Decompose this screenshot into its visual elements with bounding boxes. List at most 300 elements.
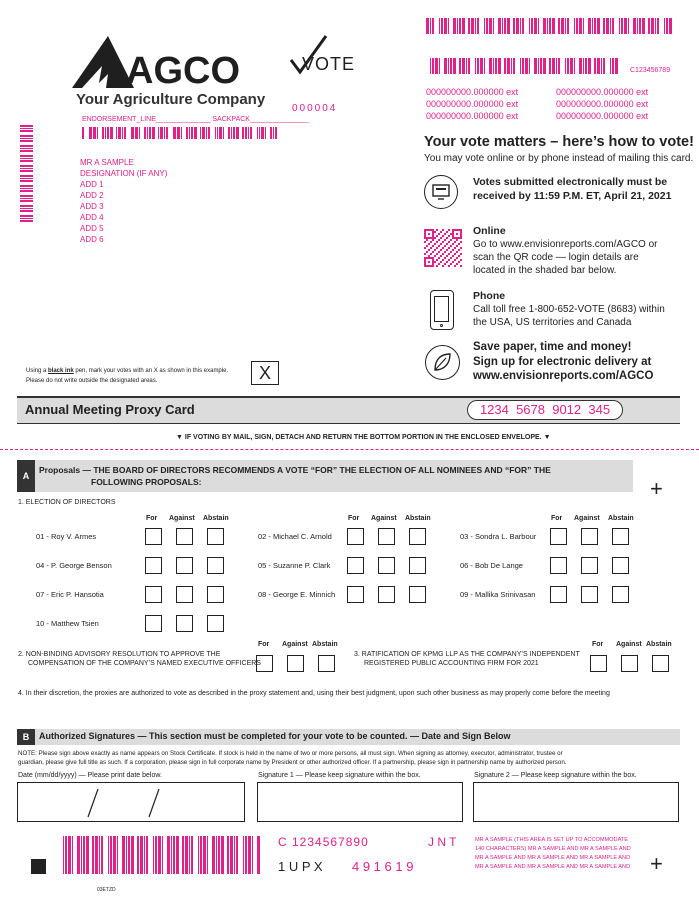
barcode-bar xyxy=(480,18,483,34)
top-barcode-2 xyxy=(426,58,622,74)
barcode-bar xyxy=(113,836,116,874)
barcode-bar xyxy=(594,58,596,74)
barcode-bar xyxy=(525,18,528,34)
proposal-3-against-checkbox[interactable] xyxy=(621,655,638,672)
barcode-bar xyxy=(570,18,573,34)
barcode-bar xyxy=(441,18,443,34)
barcode-bar xyxy=(147,127,148,139)
barcode-bar xyxy=(660,18,663,34)
barcode-bar xyxy=(561,18,564,34)
barcode-bar xyxy=(217,127,219,139)
address-block xyxy=(80,157,167,245)
ext-line: 000000000.000000 ext xyxy=(556,99,649,109)
barcode-bar xyxy=(240,127,241,139)
barcode-bar xyxy=(486,18,488,34)
barcode-bar xyxy=(601,18,602,34)
barcode-bar xyxy=(254,836,256,874)
barcode-bar xyxy=(525,58,528,74)
barcode-bar xyxy=(82,127,84,139)
footer-control: C 1234567890 xyxy=(278,835,369,849)
barcode-bar xyxy=(453,58,456,74)
barcode-bar xyxy=(267,127,269,139)
agco-logo xyxy=(72,36,277,108)
section-a-title: Proposals — THE BOARD OF DIRECTORS RECOMMENDS A VOTE “FOR” THE ELECTION OF ALL NOMINEES AND “FOR” THE FOLLOWING PROPOSALS: xyxy=(39,465,551,487)
barcode-bar xyxy=(97,127,98,139)
barcode-bar xyxy=(155,836,157,874)
barcode-bar xyxy=(628,18,629,34)
barcode-bar xyxy=(619,18,620,34)
barcode-bar xyxy=(444,18,447,34)
barcode-bar xyxy=(114,127,115,139)
barcode-bar xyxy=(20,168,33,169)
vote-against-checkbox[interactable] xyxy=(581,557,598,574)
barcode-bar xyxy=(444,58,447,74)
barcode-bar xyxy=(633,18,636,34)
vote-against-checkbox[interactable] xyxy=(378,557,395,574)
vote-abstain-checkbox[interactable] xyxy=(612,557,629,574)
vote-abstain-checkbox[interactable] xyxy=(207,557,224,574)
barcode-bar xyxy=(534,58,537,74)
barcode-bar xyxy=(432,18,434,34)
ext-line: 000000000.000000 ext xyxy=(426,99,519,109)
barcode-bar xyxy=(20,200,33,202)
barcode-bar xyxy=(529,18,530,34)
vote-abstain-checkbox[interactable] xyxy=(612,528,629,545)
barcode-bar xyxy=(202,127,205,139)
barcode-bar xyxy=(146,836,148,874)
barcode-bar xyxy=(93,127,96,139)
barcode-bar xyxy=(547,18,548,34)
date-label: Date (mm/dd/yyyy) — Please print date below. xyxy=(18,772,162,779)
address-barcode xyxy=(82,127,278,139)
example-mark-box: X xyxy=(251,361,279,385)
barcode-bar xyxy=(20,185,33,187)
barcode-bar xyxy=(507,58,510,74)
barcode-bar xyxy=(426,58,429,74)
barcode-bar xyxy=(127,127,130,139)
barcode-bar xyxy=(90,836,91,874)
barcode-bar xyxy=(140,836,143,874)
proposal-2-abstain-checkbox[interactable] xyxy=(318,655,335,672)
barcode-bar xyxy=(245,127,248,139)
signature-2-box[interactable] xyxy=(473,782,679,822)
barcode-bar xyxy=(65,836,67,874)
barcode-bar xyxy=(253,127,256,139)
vote-against-checkbox[interactable] xyxy=(176,528,193,545)
barcode-bar xyxy=(20,150,33,152)
sig1-label: Signature 1 — Please keep signature within the box. xyxy=(258,772,421,779)
nominee-name: 01 - Roy V. Armes xyxy=(36,532,97,541)
barcode-bar xyxy=(513,58,515,74)
barcode-bar xyxy=(543,18,546,34)
barcode-bar xyxy=(273,127,274,139)
barcode-bar xyxy=(558,18,560,34)
section-b-letter: B xyxy=(17,729,35,745)
vote-against-checkbox[interactable] xyxy=(378,528,395,545)
barcode-bar xyxy=(20,165,33,167)
footer-sample-block: MR A SAMPLE (THIS AREA IS SET UP TO ACCOMMODATE 140 CHARACTERS) MR A SAMPLE AND MR A SAMPLE AND MR A SAMPLE AND MR A SAMPLE AND MR A SAMPLE AND MR A SAMPLE AND MR A SAMPLE AND MR A SAMPLE AND xyxy=(475,837,631,870)
ext-line: 000000000.000000 ext xyxy=(426,111,519,121)
footer-barcode xyxy=(63,836,263,874)
barcode-bar xyxy=(20,125,33,127)
barcode-bar xyxy=(250,127,252,139)
barcode-bar xyxy=(20,203,33,204)
barcode-bar xyxy=(597,58,600,74)
barcode-bar xyxy=(513,18,515,34)
vote-against-checkbox[interactable] xyxy=(378,586,395,603)
barcode-bar xyxy=(275,127,277,139)
nominee-name: 05 - Suzanne P. Clark xyxy=(258,561,331,570)
barcode-bar xyxy=(630,18,632,34)
barcode-bar xyxy=(228,127,231,139)
barcode-bar xyxy=(493,18,494,34)
barcode-bar xyxy=(486,58,488,74)
pen-instructions: Using a black ink pen, mark your votes with an X as shown in this example. Please do not write outside the designated areas. xyxy=(26,368,229,384)
vote-for-checkbox[interactable] xyxy=(145,586,162,603)
barcode-bar xyxy=(669,18,672,34)
barcode-bar xyxy=(131,127,132,139)
barcode-bar xyxy=(615,18,618,34)
barcode-bar xyxy=(110,127,113,139)
nominee-name: 07 - Eric P. Hansotia xyxy=(36,590,104,599)
vote-abstain-checkbox[interactable] xyxy=(409,528,426,545)
barcode-bar xyxy=(124,127,126,139)
barcode-bar xyxy=(194,836,197,874)
barcode-bar xyxy=(657,18,659,34)
barcode-bar xyxy=(651,18,654,34)
barcode-bar xyxy=(141,127,143,139)
barcode-bar xyxy=(225,127,227,139)
barcode-bar xyxy=(72,836,73,874)
online-title: Online xyxy=(473,225,506,237)
barcode-bar xyxy=(477,58,479,74)
barcode-bar xyxy=(257,127,258,139)
vote-abstain-checkbox[interactable] xyxy=(612,586,629,603)
barcode-bar xyxy=(601,58,602,74)
nominee-name: 08 - George E. Minnich xyxy=(258,590,336,599)
barcode-bar xyxy=(484,58,485,74)
barcode-bar xyxy=(570,58,573,74)
barcode-bar xyxy=(583,18,584,34)
header-for: For xyxy=(146,515,158,522)
header-against: Against xyxy=(574,515,600,522)
barcode-bar xyxy=(450,58,452,74)
barcode-bar xyxy=(233,127,235,139)
barcode-bar xyxy=(20,140,33,142)
barcode-bar xyxy=(108,836,109,874)
barcode-bar xyxy=(448,58,449,74)
barcode-bar xyxy=(20,193,33,194)
vote-for-checkbox[interactable] xyxy=(145,615,162,632)
barcode-bar xyxy=(576,58,578,74)
header-against: Against xyxy=(282,641,308,648)
barcode-bar xyxy=(531,18,533,34)
barcode-bar xyxy=(122,127,123,139)
vote-for-checkbox[interactable] xyxy=(347,557,364,574)
barcode-bar xyxy=(529,58,530,74)
barcode-bar xyxy=(612,18,614,34)
online-instructions: Go to www.envisionreports.com/AGCO or scan the QR code — login details are located in the shaded bar below. xyxy=(473,239,658,276)
barcode-bar xyxy=(20,145,33,147)
barcode-bar xyxy=(520,58,521,74)
barcode-bar xyxy=(218,836,220,874)
address-line: MR A SAMPLE xyxy=(80,158,134,167)
barcode-bar xyxy=(92,836,94,874)
barcode-bar xyxy=(20,195,33,197)
section-a-header xyxy=(17,460,633,492)
agco-triangle-icon xyxy=(72,36,134,88)
barcode-bar xyxy=(132,127,134,139)
barcode-bar xyxy=(20,215,33,217)
barcode-bar xyxy=(597,18,600,34)
proposal-4-text: 4. In their discretion, the proxies are authorized to vote as described in the proxy statement and, using their best judgment, upon such other business as may properly come before the meeting xyxy=(18,690,610,697)
vote-abstain-checkbox[interactable] xyxy=(409,557,426,574)
barcode-bar xyxy=(504,18,506,34)
address-line: ADD 1 xyxy=(80,180,104,189)
footer-jnt: J N T xyxy=(428,835,457,849)
barcode-bar xyxy=(471,18,474,34)
barcode-bar xyxy=(20,170,33,172)
barcode-bar xyxy=(20,178,33,179)
vote-abstain-checkbox[interactable] xyxy=(207,528,224,545)
barcode-bar xyxy=(448,18,449,34)
barcode-bar xyxy=(231,127,232,139)
barcode-bar xyxy=(489,18,492,34)
signature-1-box[interactable] xyxy=(257,782,463,822)
barcode-bar xyxy=(466,18,467,34)
barcode-bar xyxy=(116,127,118,139)
barcode-bar xyxy=(139,127,140,139)
barcode-bar xyxy=(522,58,524,74)
barcode-bar xyxy=(552,58,555,74)
barcode-bar xyxy=(20,180,33,182)
barcode-bar xyxy=(173,836,175,874)
barcode-bar xyxy=(432,58,434,74)
barcode-bar xyxy=(189,127,190,139)
barcode-bar xyxy=(480,58,483,74)
barcode-bar xyxy=(543,58,546,74)
barcode-bar xyxy=(624,18,627,34)
barcode-bar xyxy=(610,18,611,34)
barcode-bar xyxy=(579,18,582,34)
barcode-bar xyxy=(592,58,593,74)
barcode-bar xyxy=(74,836,76,874)
barcode-bar xyxy=(20,198,33,199)
barcode-bar xyxy=(20,135,33,137)
address-line: ADD 6 xyxy=(80,235,104,244)
barcode-bar xyxy=(666,18,668,34)
barcode-bar xyxy=(191,127,193,139)
barcode-bar xyxy=(574,58,575,74)
barcode-bar xyxy=(565,18,566,34)
vote-for-checkbox[interactable] xyxy=(550,586,567,603)
barcode-bar xyxy=(265,127,266,139)
proposal-2-against-checkbox[interactable] xyxy=(287,655,304,672)
barcode-bar xyxy=(194,127,197,139)
phone-instructions: Call toll free 1-800-652-VOTE (8683) within the USA, US territories and Canada xyxy=(473,304,665,328)
barcode-bar xyxy=(191,836,193,874)
barcode-bar xyxy=(426,18,429,34)
barcode-bar xyxy=(435,58,438,74)
nominee-name: 03 - Sondra L. Barbour xyxy=(460,532,537,541)
barcode-bar xyxy=(468,18,470,34)
barcode-bar xyxy=(507,18,510,34)
barcode-bar xyxy=(520,18,521,34)
sequence-number: 000004 xyxy=(292,103,338,114)
barcode-bar xyxy=(135,836,136,874)
barcode-bar xyxy=(128,836,130,874)
barcode-bar xyxy=(183,127,185,139)
proposal-3-abstain-checkbox[interactable] xyxy=(652,655,669,672)
election-label: 1. ELECTION OF DIRECTORS xyxy=(18,499,116,506)
vote-for-checkbox[interactable] xyxy=(145,557,162,574)
barcode-bar xyxy=(105,127,106,139)
barcode-bar xyxy=(20,133,33,134)
header-abstain: Abstain xyxy=(405,515,431,522)
vote-for-checkbox[interactable] xyxy=(347,586,364,603)
barcode-bar xyxy=(20,128,33,129)
barcode-bar xyxy=(552,18,555,34)
barcode-bar xyxy=(198,127,199,139)
barcode-bar xyxy=(101,836,103,874)
barcode-bar xyxy=(20,143,33,144)
vote-for-checkbox[interactable] xyxy=(550,528,567,545)
qr-code-icon xyxy=(424,229,462,267)
barcode-bar xyxy=(137,836,139,874)
address-line: DESIGNATION (IF ANY) xyxy=(80,169,168,178)
vote-abstain-checkbox[interactable] xyxy=(409,586,426,603)
barcode-bar xyxy=(171,836,172,874)
footer-black-square xyxy=(31,859,46,874)
barcode-bar xyxy=(230,836,233,874)
barcode-bar xyxy=(567,18,569,34)
phone-title: Phone xyxy=(473,290,506,302)
barcode-bar xyxy=(20,190,33,192)
plus-mark-top: + xyxy=(650,476,663,501)
barcode-bar xyxy=(208,127,210,139)
barcode-bar xyxy=(236,127,239,139)
barcode-bar xyxy=(239,836,242,874)
barcode-bar xyxy=(144,127,147,139)
barcode-bar xyxy=(439,58,440,74)
vote-for-checkbox[interactable] xyxy=(347,528,364,545)
vote-abstain-checkbox[interactable] xyxy=(207,615,224,632)
vote-against-checkbox[interactable] xyxy=(581,528,598,545)
barcode-bar xyxy=(176,836,179,874)
proxy-card-title: Annual Meeting Proxy Card xyxy=(25,402,195,417)
address-line: ADD 5 xyxy=(80,224,104,233)
vote-heading: Your vote matters – here’s how to vote! xyxy=(424,134,694,150)
barcode-bar xyxy=(646,18,647,34)
barcode-bar xyxy=(200,836,202,874)
barcode-bar xyxy=(20,123,33,124)
barcode-bar xyxy=(516,58,519,74)
barcode-bar xyxy=(135,127,138,139)
barcode-bar xyxy=(270,127,273,139)
proposal-3-for-checkbox[interactable] xyxy=(590,655,607,672)
barcode-bar xyxy=(63,836,64,874)
barcode-bar xyxy=(248,127,249,139)
barcode-bar xyxy=(110,836,112,874)
barcode-bar xyxy=(583,58,584,74)
vote-against-checkbox[interactable] xyxy=(176,586,193,603)
barcode-bar xyxy=(489,58,492,74)
barcode-bar xyxy=(457,58,458,74)
signature-note: NOTE: Please sign above exactly as name appears on Stock Certificate. If stock is held in the name of two or more persons, all must sign. When signing as attorney, executor, administrator, trustee or guardian, please give full title as such. If a corporation, please sign in full corporate name by President or other authorized officer. If a partnership, please sign in partnership name by authorized person. xyxy=(18,750,567,766)
barcode-bar xyxy=(122,836,125,874)
barcode-bar xyxy=(484,18,485,34)
barcode-bar xyxy=(156,127,157,139)
top-barcode-1 xyxy=(426,18,674,34)
vote-against-checkbox[interactable] xyxy=(581,586,598,603)
barcode-bar xyxy=(549,18,551,34)
barcode-bar xyxy=(20,205,33,207)
barcode-bar xyxy=(126,836,127,874)
vote-for-checkbox[interactable] xyxy=(145,528,162,545)
barcode-bar xyxy=(459,18,461,34)
header-against: Against xyxy=(371,515,397,522)
barcode-bar xyxy=(511,18,512,34)
barcode-bar xyxy=(20,220,33,222)
barcode-bar xyxy=(99,836,100,874)
agco-brand-text: AGCO xyxy=(126,50,240,92)
barcode-bar xyxy=(160,127,163,139)
barcode-bar xyxy=(215,127,216,139)
barcode-bar xyxy=(466,58,467,74)
proxy-card-bar xyxy=(17,396,680,424)
barcode-bar xyxy=(81,836,82,874)
barcode-bar xyxy=(180,836,181,874)
barcode-bar xyxy=(152,127,155,139)
address-line: ADD 3 xyxy=(80,202,104,211)
vote-against-checkbox[interactable] xyxy=(176,557,193,574)
barcode-bar xyxy=(158,127,160,139)
barcode-bar xyxy=(549,58,551,74)
barcode-bar xyxy=(621,18,623,34)
vote-against-checkbox[interactable] xyxy=(176,615,193,632)
detach-note: ▼ IF VOTING BY MAIL, SIGN, DETACH AND RETURN THE BOTTOM PORTION IN THE ENCLOSED ENVELOPE. ▼ xyxy=(176,434,551,441)
computer-icon xyxy=(424,175,458,209)
nominee-name: 09 - Mallika Srinivasan xyxy=(460,590,536,599)
barcode-bar xyxy=(20,130,33,132)
barcode-bar xyxy=(441,58,443,74)
barcode-bar xyxy=(164,127,165,139)
barcode-bar xyxy=(511,58,512,74)
barcode-bar xyxy=(107,127,109,139)
barcode-bar xyxy=(20,148,33,149)
barcode-bar xyxy=(86,836,89,874)
date-input-box[interactable] xyxy=(17,782,245,822)
barcode-bar xyxy=(20,213,33,214)
proposal-3-text: 3. RATIFICATION OF KPMG LLP AS THE COMPANY’S INDEPENDENT REGISTERED PUBLIC ACCOUNTING FIRM FOR 2021 xyxy=(354,651,580,667)
barcode-bar xyxy=(462,58,465,74)
phone-icon xyxy=(430,290,454,330)
proposal-2-text: 2. NON-BINDING ADVISORY RESOLUTION TO APPROVE THE COMPENSATION OF THE COMPANY’S NAMED EXECUTIVE OFFICERS xyxy=(18,651,261,667)
vote-abstain-checkbox[interactable] xyxy=(207,586,224,603)
barcode-bar xyxy=(20,163,33,164)
pen-instructions-line2: Please do not write outside the designated areas. xyxy=(26,378,158,384)
footer-upx: 1 U P X xyxy=(278,859,323,874)
vote-for-checkbox[interactable] xyxy=(550,557,567,574)
barcode-bar xyxy=(502,58,503,74)
barcode-bar xyxy=(450,18,452,34)
control-number-small: C123456789 xyxy=(630,67,671,74)
barcode-bar xyxy=(594,18,596,34)
barcode-bar xyxy=(20,210,33,212)
barcode-bar xyxy=(502,18,503,34)
header-against: Against xyxy=(616,641,642,648)
qr-code[interactable] xyxy=(424,229,462,267)
